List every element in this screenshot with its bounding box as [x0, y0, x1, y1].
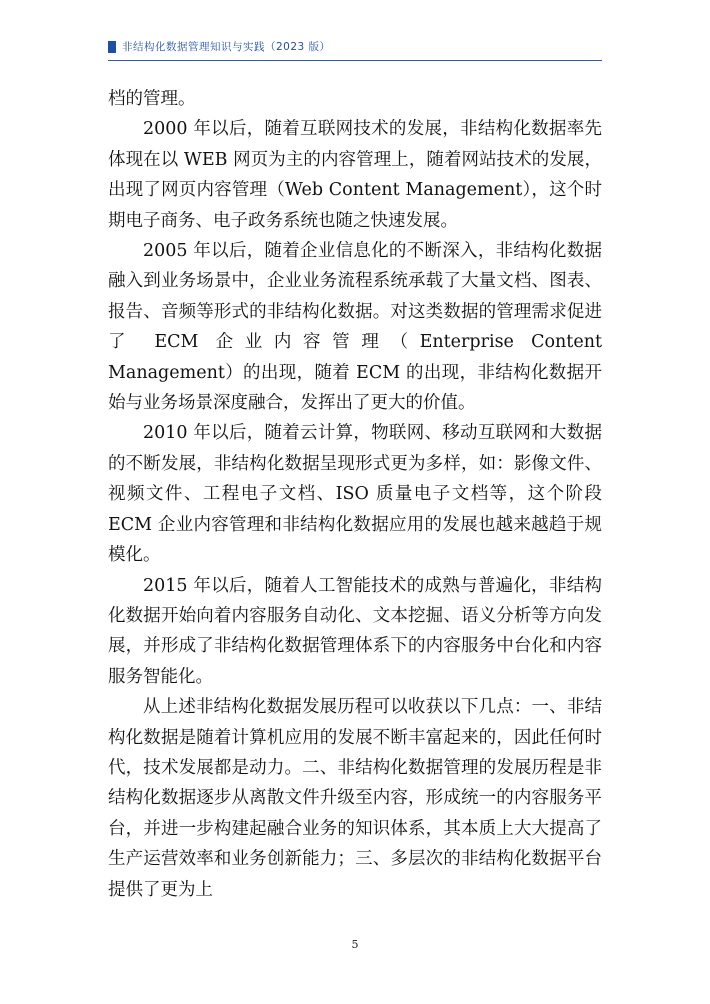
paragraph-2015: 2015 年以后，随着人工智能技术的成熟与普遍化，非结构化数据开始向着内容服务自动化、文本挖掘、语义分析等方向发展，并形成了非结构化数据管理体系下的内容服务中台化和内容服务智能化。: [108, 575, 602, 687]
paragraph-summary: 从上述非结构化数据发展历程可以收获以下几点：一、非结构化数据是随着计算机应用的发展不断丰富起来的，因此任何时代，技术发展都是动力。二、非结构化数据管理的发展历程是非结构化数据逐步从离散文件升级至内容，形成统一的内容服务平台，并进一步构建起融合业务的知识体系，其本质上大大提高了生产运营效率和业务创新能力；三、多层次的非结构化数据平台提供了更为上: [108, 697, 602, 900]
header-square-icon: [108, 41, 116, 53]
paragraph-2005: 2005 年以后，随着企业信息化的不断深入，非结构化数据融入到业务场景中，企业业务流程系统承载了大量文档、图表、报告、音频等形式的非结构化数据。对这类数据的管理需求促进了 ECM 企业内容管理（Enterprise Content Management）的出现，随着 ECM 的出现，非结构化数据开始与业务场景深度融合，发挥出了更大的价值。: [108, 241, 602, 414]
header-title: 非结构化数据管理知识与实践（2023 版）: [122, 41, 331, 53]
running-header: [108, 38, 602, 61]
paragraph-2010: 2010 年以后，随着云计算，物联网、移动互联网和大数据的不断发展，非结构化数据呈现形式更为多样，如：影像文件、视频文件、工程电子文档、ISO 质量电子文档等，这个阶段 ECM 企业内容管理和非结构化数据应用的发展也越来越趋于规模化。: [108, 423, 602, 566]
paragraph-continuation: 档的管理。: [108, 89, 196, 109]
body-text: [108, 84, 602, 905]
page-number: 5: [351, 938, 359, 951]
paragraph-2000: 2000 年以后，随着互联网技术的发展，非结构化数据率先体现在以 WEB 网页为主的内容管理上，随着网站技术的发展，出现了网页内容管理（Web Content Management），这个时期电子商务、电子政务系统也随之快速发展。: [108, 119, 602, 231]
